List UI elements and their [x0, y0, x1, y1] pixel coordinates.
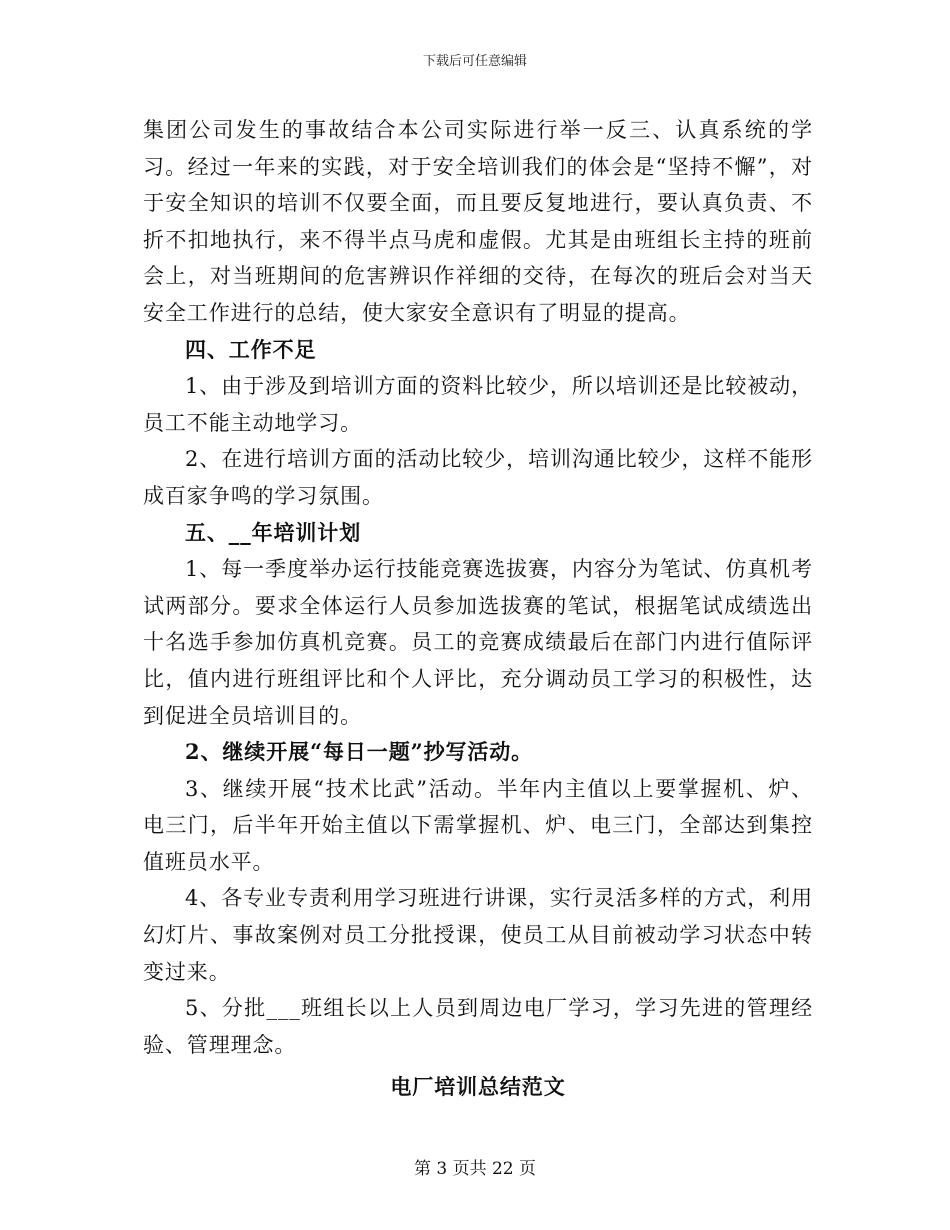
download-edit-note: 下载后可任意编辑	[422, 54, 527, 69]
document-body	[143, 112, 813, 1106]
plan-item-3: 3、继续开展“技术比武”活动。半年内主值以上要掌握机、炉、电三门，后半年开始主值以下需掌握机、炉、电三门，全部达到集控值班员水平。	[143, 776, 813, 874]
section-heading-training-plan: 五、__年培训计划	[185, 519, 362, 545]
shortcoming-item-2: 2、在进行培训方面的活动比较少，培训沟通比较少，这样不能形成百家争鸣的学习氛围。	[143, 447, 813, 508]
plan-item-2: 2、继续开展“每日一题”抄写活动。	[185, 739, 534, 765]
shortcoming-item-1: 1、由于涉及到培训方面的资料比较少，所以培训还是比较被动，员工不能主动地学习。	[143, 374, 813, 435]
page-number: 第 3 页共 22 页	[413, 1159, 537, 1179]
plan-item-4: 4、各专业专责利用学习班进行讲课，实行灵活多样的方式，利用幻灯片、事故案例对员工分批授课，使员工从目前被动学习状态中转变过来。	[143, 886, 813, 984]
continued-paragraph: 集团公司发生的事故结合本公司实际进行举一反三、认真系统的学习。经过一年来的实践，对于安全培训我们的体会是“坚持不懈”，对于安全知识的培训不仅要全面，而且要反复地进行，要认真负责、不折不扣地执行，来不得半点马虎和虚假。尤其是由班组长主持的班前会上，对当班期间的危害辨识作祥细的交待，在每次的班后会对当天安全工作进行的总结，使大家安全意识有了明显的提高。	[143, 118, 813, 325]
plan-item-1: 1、每一季度举办运行技能竞赛选拔赛，内容分为笔试、仿真机考试两部分。要求全体运行人员参加选拔赛的笔试，根据笔试成绩选出十名选手参加仿真机竞赛。员工的竞赛成绩最后在部门内进行值际评比，值内进行班组评比和个人评比，充分调动员工学习的积极性，达到促进全员培训目的。	[143, 557, 813, 728]
plan-item-5: 5、分批___班组长以上人员到周边电厂学习，学习先进的管理经验、管理理念。	[143, 996, 813, 1057]
section-heading-work-shortcomings: 四、工作不足	[185, 336, 317, 362]
next-article-title: 电厂培训总结范文	[390, 1074, 566, 1100]
